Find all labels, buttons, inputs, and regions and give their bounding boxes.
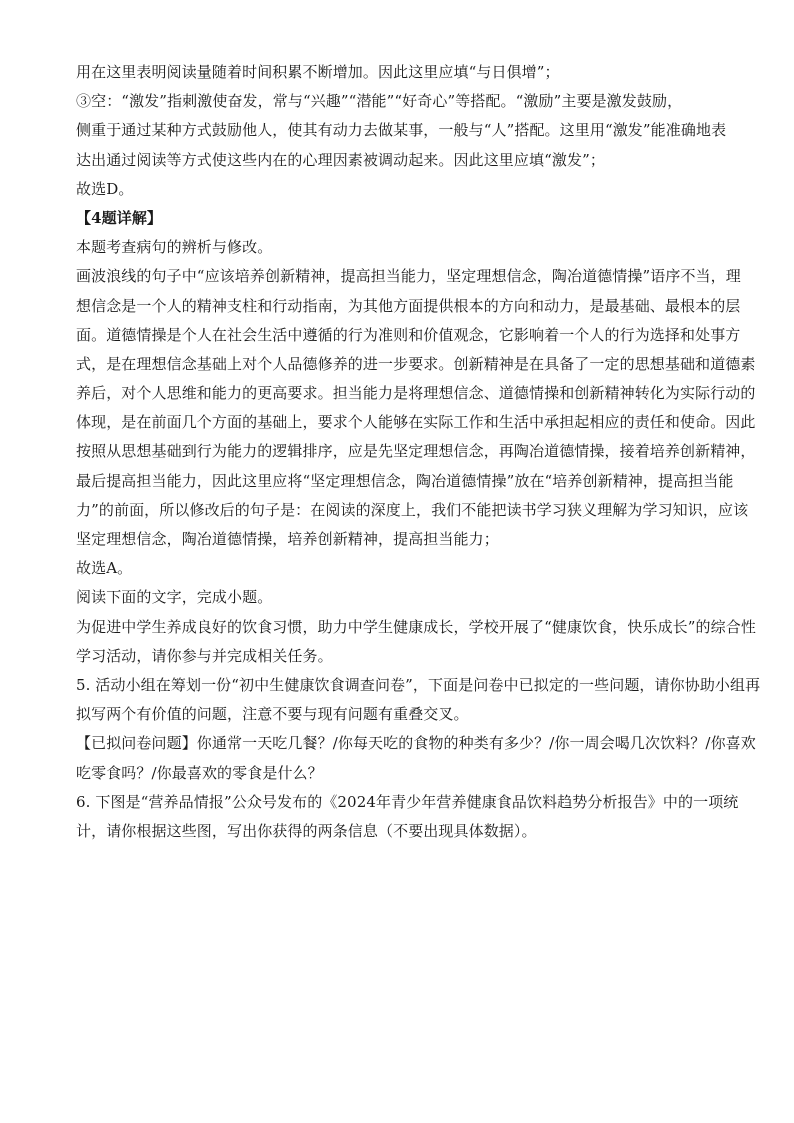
- text-line: ③空：“激发”指刺激使奋发，常与“兴趣”“潜能”“好奇心”等搭配。“激励”主要是激发鼓励，: [76, 92, 683, 111]
- text-line: 力”的前面，所以修改后的句子是：在阅读的深度上，我们不能把读书学习狭义理解为学习知识，应该: [76, 500, 749, 519]
- text-line: 最后提高担当能力，因此这里应将“坚定理想信念，陶冶道德情操”放在“培养创新精神，提高担当能: [76, 471, 734, 490]
- text-line: 拟写两个有价值的问题，注意不要与现有问题有重叠交叉。: [76, 705, 469, 724]
- text-line: 画波浪线的句子中“应该培养创新精神，提高担当能力，坚定理想信念，陶冶道德情操”语序不当，理: [76, 267, 741, 286]
- text-line: 故选D。: [76, 179, 134, 198]
- text-line: 【已拟问卷问题】你通常一天吃几餐？/你每天吃的食物的种类有多少？/你一周会喝几次饮料？/你喜欢: [76, 734, 756, 753]
- text-line: 式，是在理想信念基础上对个人品德修养的进一步要求。创新精神是在具备了一定的思想基础和道德素: [76, 354, 756, 373]
- text-line: 为促进中学生养成良好的饮食习惯，助力中学生健康成长，学校开展了“健康饮食，快乐成长”的综合性: [76, 617, 756, 636]
- text-line: 阅读下面的文字，完成小题。: [76, 588, 273, 607]
- text-line: 坚定理想信念，陶冶道德情操，培养创新精神，提高担当能力；: [76, 530, 499, 548]
- text-line: 想信念是一个人的精神支柱和行动指南，为其他方面提供根本的方向和动力，是最基础、最根本的层: [76, 296, 741, 315]
- document-page: [76, 58, 761, 846]
- text-line: 本题考查病句的辨析与修改。: [76, 238, 273, 257]
- text-line: 学习活动，请你参与并完成相关任务。: [76, 646, 333, 665]
- text-line: 用在这里表明阅读量随着时间积累不断增加。因此这里应填“与日俱增”；: [76, 63, 560, 81]
- question-5: 5. 活动小组在筹划一份“初中生健康饮食调查问卷”，下面是问卷中已拟定的一些问题，请你协助小组再: [76, 675, 761, 694]
- text-line: 养后，对个人思维和能力的更高要求。担当能力是将理想信念、道德情操和创新精神转化为实际行动的: [76, 384, 756, 403]
- text-line: 故选A。: [76, 559, 133, 578]
- question-6: 6. 下图是“营养品情报”公众号发布的《2024年青少年营养健康食品饮料趋势分析报告》中的一项统: [76, 792, 739, 811]
- text-line: 面。道德情操是个人在社会生活中遵循的行为准则和价值观念，它影响着一个人的行为选择和处事方: [76, 325, 741, 344]
- text-line: 达出通过阅读等方式使这些内在的心理因素被调动起来。因此这里应填“激发”；: [76, 150, 605, 169]
- text-line: 吃零食吗？/你最喜欢的零食是什么？: [76, 763, 323, 782]
- text-line: 计，请你根据这些图，写出你获得的两条信息（不要出现具体数据）。: [76, 821, 537, 840]
- text-line: 按照从思想基础到行为能力的逻辑排序，应是先坚定理想信念，再陶冶道德情操，接着培养创新精神，: [76, 442, 756, 461]
- section-heading: 【4题详解】: [76, 208, 163, 227]
- text-line: 体现，是在前面几个方面的基础上，要求个人能够在实际工作和生活中承担起相应的责任和使命。因此: [76, 413, 756, 432]
- text-line: 侧重于通过某种方式鼓励他人，使其有动力去做某事，一般与“人”搭配。这里用“激发”能准确地表: [76, 121, 727, 140]
